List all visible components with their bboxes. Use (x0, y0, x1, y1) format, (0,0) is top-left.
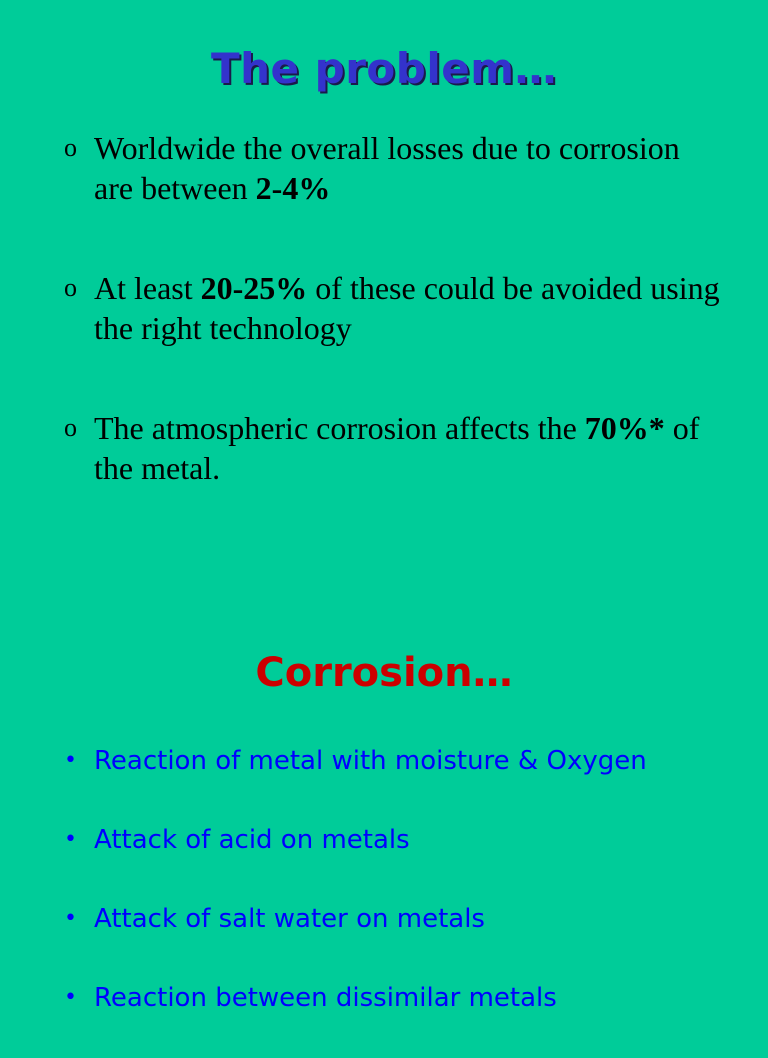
corrosion-item-text: Reaction between dissimilar metals (94, 983, 557, 1013)
corrosion-item (64, 742, 744, 780)
corrosion-list (64, 742, 744, 1058)
corrosion-item-text: Reaction of metal with moisture & Oxygen (94, 746, 647, 776)
problem-highlight: 2-4% (255, 170, 331, 206)
corrosion-item (64, 821, 744, 859)
corrosion-item-text: Attack of salt water on metals (94, 904, 485, 934)
corrosion-title: Corrosion… (255, 650, 513, 696)
problem-text: Worldwide the overall losses due to corrosion are between (94, 130, 680, 206)
corrosion-item-text: Attack of acid on metals (94, 825, 410, 855)
hollow-bullet-icon: o (64, 273, 77, 302)
problem-list (64, 128, 724, 548)
corrosion-item (64, 979, 744, 1017)
hollow-bullet-icon: o (64, 413, 77, 442)
problem-text: At least (94, 270, 201, 306)
problem-highlight: 20-25% (200, 270, 308, 306)
bullet-dot-icon: • (64, 906, 77, 931)
bullet-dot-icon: • (64, 748, 77, 773)
problem-text-after: of these could be avoided using the right technology (94, 270, 720, 346)
problem-text-after: of the metal. (94, 410, 700, 486)
slide-title: The problem… (211, 44, 557, 93)
problem-item (64, 408, 724, 488)
hollow-bullet-icon: o (64, 133, 77, 162)
problem-item (64, 268, 724, 348)
problem-text: The atmospheric corrosion affects the (94, 410, 585, 446)
bullet-dot-icon: • (64, 827, 77, 852)
problem-item (64, 128, 724, 208)
problem-highlight: 70%* (584, 410, 665, 446)
bullet-dot-icon: • (64, 985, 77, 1010)
corrosion-item (64, 900, 744, 938)
